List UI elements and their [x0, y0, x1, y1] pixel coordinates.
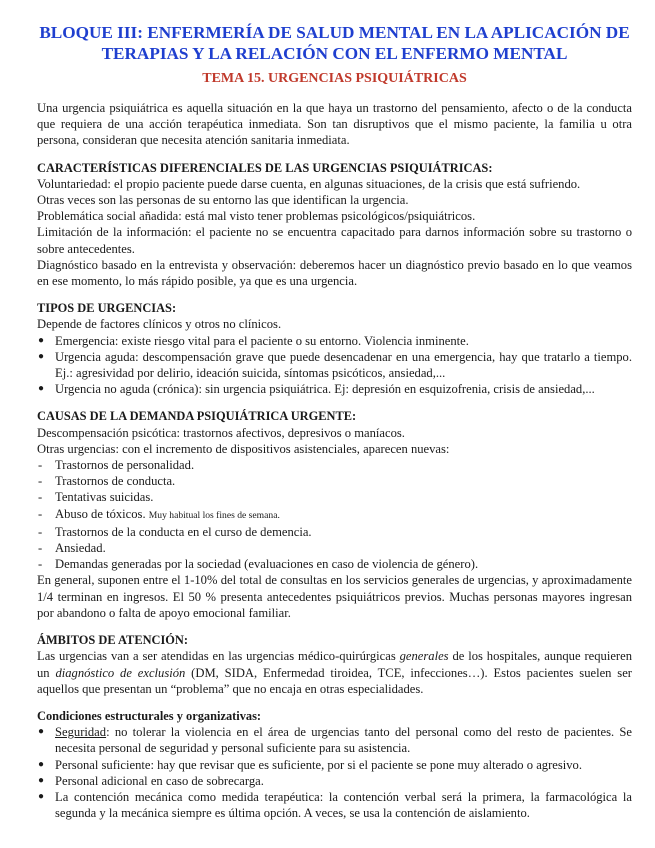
dash-icon: - [38, 524, 43, 539]
characteristic-line: Diagnóstico basado en la entrevista y observación: deberemos hacer un diagnóstico previo basado en lo que veamos en ese momento, lo más rápido posible, ya que es una urgencia. [37, 257, 632, 289]
list-item: - Trastornos de la conducta en el curso de demencia. [38, 524, 312, 539]
condiciones-list [37, 724, 632, 821]
main-title-line-1: BLOQUE III: ENFERMERÍA DE SALUD MENTAL EN LA APLICACIÓN DE [39, 23, 630, 42]
list-item: - Demandas generadas por la sociedad (evaluaciones en caso de violencia de género). [38, 557, 479, 572]
dash-icon: - [38, 490, 43, 505]
section-caracteristicas [37, 160, 632, 290]
section-heading: TIPOS DE URGENCIAS: [37, 301, 177, 316]
dash-icon: - [38, 506, 43, 521]
section-heading: CAUSAS DE LA DEMANDA PSIQUIÁTRICA URGENTE: [37, 409, 357, 424]
bullet-icon: ● [38, 758, 45, 770]
section-heading: CARACTERÍSTICAS DIFERENCIALES DE LAS URGENCIAS PSIQUIÁTRICAS: [37, 160, 493, 175]
list-item: - Ansiedad. [38, 541, 106, 556]
section-ambitos [37, 632, 632, 697]
causas-closing: En general, suponen entre el 1-10% del total de consultas en los servicios generales de urgencias, y aproximadamente 1/4 terminan en ingresos. El 50 % presenta antecedentes psiquiátricos previos. Muchas personas mayores ingresan por abandono o falta de apoyo emocional familiar. [37, 573, 632, 620]
dash-icon: - [38, 474, 43, 489]
section-tipos [37, 300, 632, 397]
bullet-icon: ● [38, 774, 45, 786]
list-item: ● Urgencia no aguda (crónica): sin urgencia psiquiátrica. Ej: depresión en esquizofrenia, crisis de ansiedad,... [38, 382, 595, 397]
causas-list [37, 457, 632, 572]
characteristic-line: Problemática social añadida: está mal visto tener problemas psicológicos/psiquiátricos. [37, 209, 476, 224]
causas-line: Descompensación psicótica: trastornos afectivos, depresivos o maníacos. [37, 425, 405, 440]
list-item: - Tentativas suicidas. [38, 490, 154, 505]
list-item: ● Seguridad: no tolerar la violencia en el área de urgencias tanto del personal como del resto de pacientes. Se necesita personal de seguridad y personal suficiente para su asistencia. [38, 725, 632, 756]
section-heading: Condiciones estructurales y organizativas: [37, 708, 262, 723]
list-item: - Abuso de tóxicos. Muy habitual los fines de semana. [38, 506, 280, 521]
characteristic-line: Voluntariedad: el propio paciente puede darse cuenta, en algunas situaciones, de la crisis que está sufriendo. [37, 176, 581, 191]
list-item: - Trastornos de conducta. [38, 474, 176, 489]
dash-icon: - [38, 541, 43, 556]
bullet-icon: ● [38, 350, 45, 362]
bullet-icon: ● [38, 383, 45, 395]
section-intro: Depende de factores clínicos y otros no clínicos. [37, 317, 282, 332]
topic-subtitle: TEMA 15. URGENCIAS PSIQUIÁTRICAS [202, 71, 467, 86]
document-page [37, 22, 632, 821]
section-condiciones [37, 708, 632, 821]
characteristic-line: Limitación de la información: el paciente no se encuentra capacitado para darnos información sobre su trastorno o sobre antecedentes. [37, 225, 632, 256]
main-title-line-2: TERAPIAS Y LA RELACIÓN CON EL ENFERMO MENTAL [101, 44, 568, 63]
section-heading: ÁMBITOS DE ATENCIÓN: [37, 633, 189, 648]
dash-icon: - [38, 557, 43, 572]
list-item: - Trastornos de personalidad. [38, 458, 195, 473]
intro-paragraph: Una urgencia psiquiátrica es aquella situación en la que haya un trastorno del pensamiento, afecto o de la conducta que requiera de una acción terapéutica inmediata. Son tan disruptivos que el mismo paciente, la familia u otra persona, consideran que necesita atención sanitaria inmediata. [37, 101, 632, 148]
list-item: ● Urgencia aguda: descompensación grave que puede desencadenar en una emergencia, hay que tratarlo a tiempo. Ej.: agresividad por delirio, ideación suicida, síntomas psicóticos, ansiedad,... [38, 349, 632, 381]
ambitos-paragraph: Las urgencias van a ser atendidas en las urgencias médico-quirúrgicas generales de los hospitales, aunque requieren un diagnóstico de exclusión (DM, SIDA, Enfermedad tiroidea, TCE, infecciones…). Estos pacientes suelen ser aquellos que presentan un “problema” que no encaja en otras especialidades. [37, 649, 632, 696]
list-item: ● La contención mecánica como medida terapéutica: la contención verbal será la primera, la farmacológica la segunda y la mecánica siempre es última opción. A veces, se usa la contención de aislamiento. [38, 789, 632, 821]
section-causas [37, 408, 632, 621]
tipos-list [37, 333, 632, 398]
main-title [37, 22, 632, 64]
bullet-icon: ● [38, 790, 45, 802]
bullet-icon: ● [38, 726, 45, 738]
list-item: ● Personal suficiente: hay que revisar que es suficiente, por si el paciente se pone muy alterado o agresivo. [38, 757, 583, 772]
causas-line: Otras urgencias: con el incremento de dispositivos asistenciales, aparecen nuevas: [37, 441, 450, 456]
toxicos-note: Muy habitual los fines de semana. [148, 509, 280, 521]
bullet-icon: ● [38, 334, 45, 346]
list-item: ● Emergencia: existe riesgo vital para el paciente o su entorno. Violencia inminente. [38, 333, 469, 348]
dash-icon: - [38, 458, 43, 473]
list-item: ● Personal adicional en caso de sobrecarga. [38, 773, 264, 788]
characteristic-line: Otras veces son las personas de su entorno las que identifican la urgencia. [37, 193, 409, 208]
